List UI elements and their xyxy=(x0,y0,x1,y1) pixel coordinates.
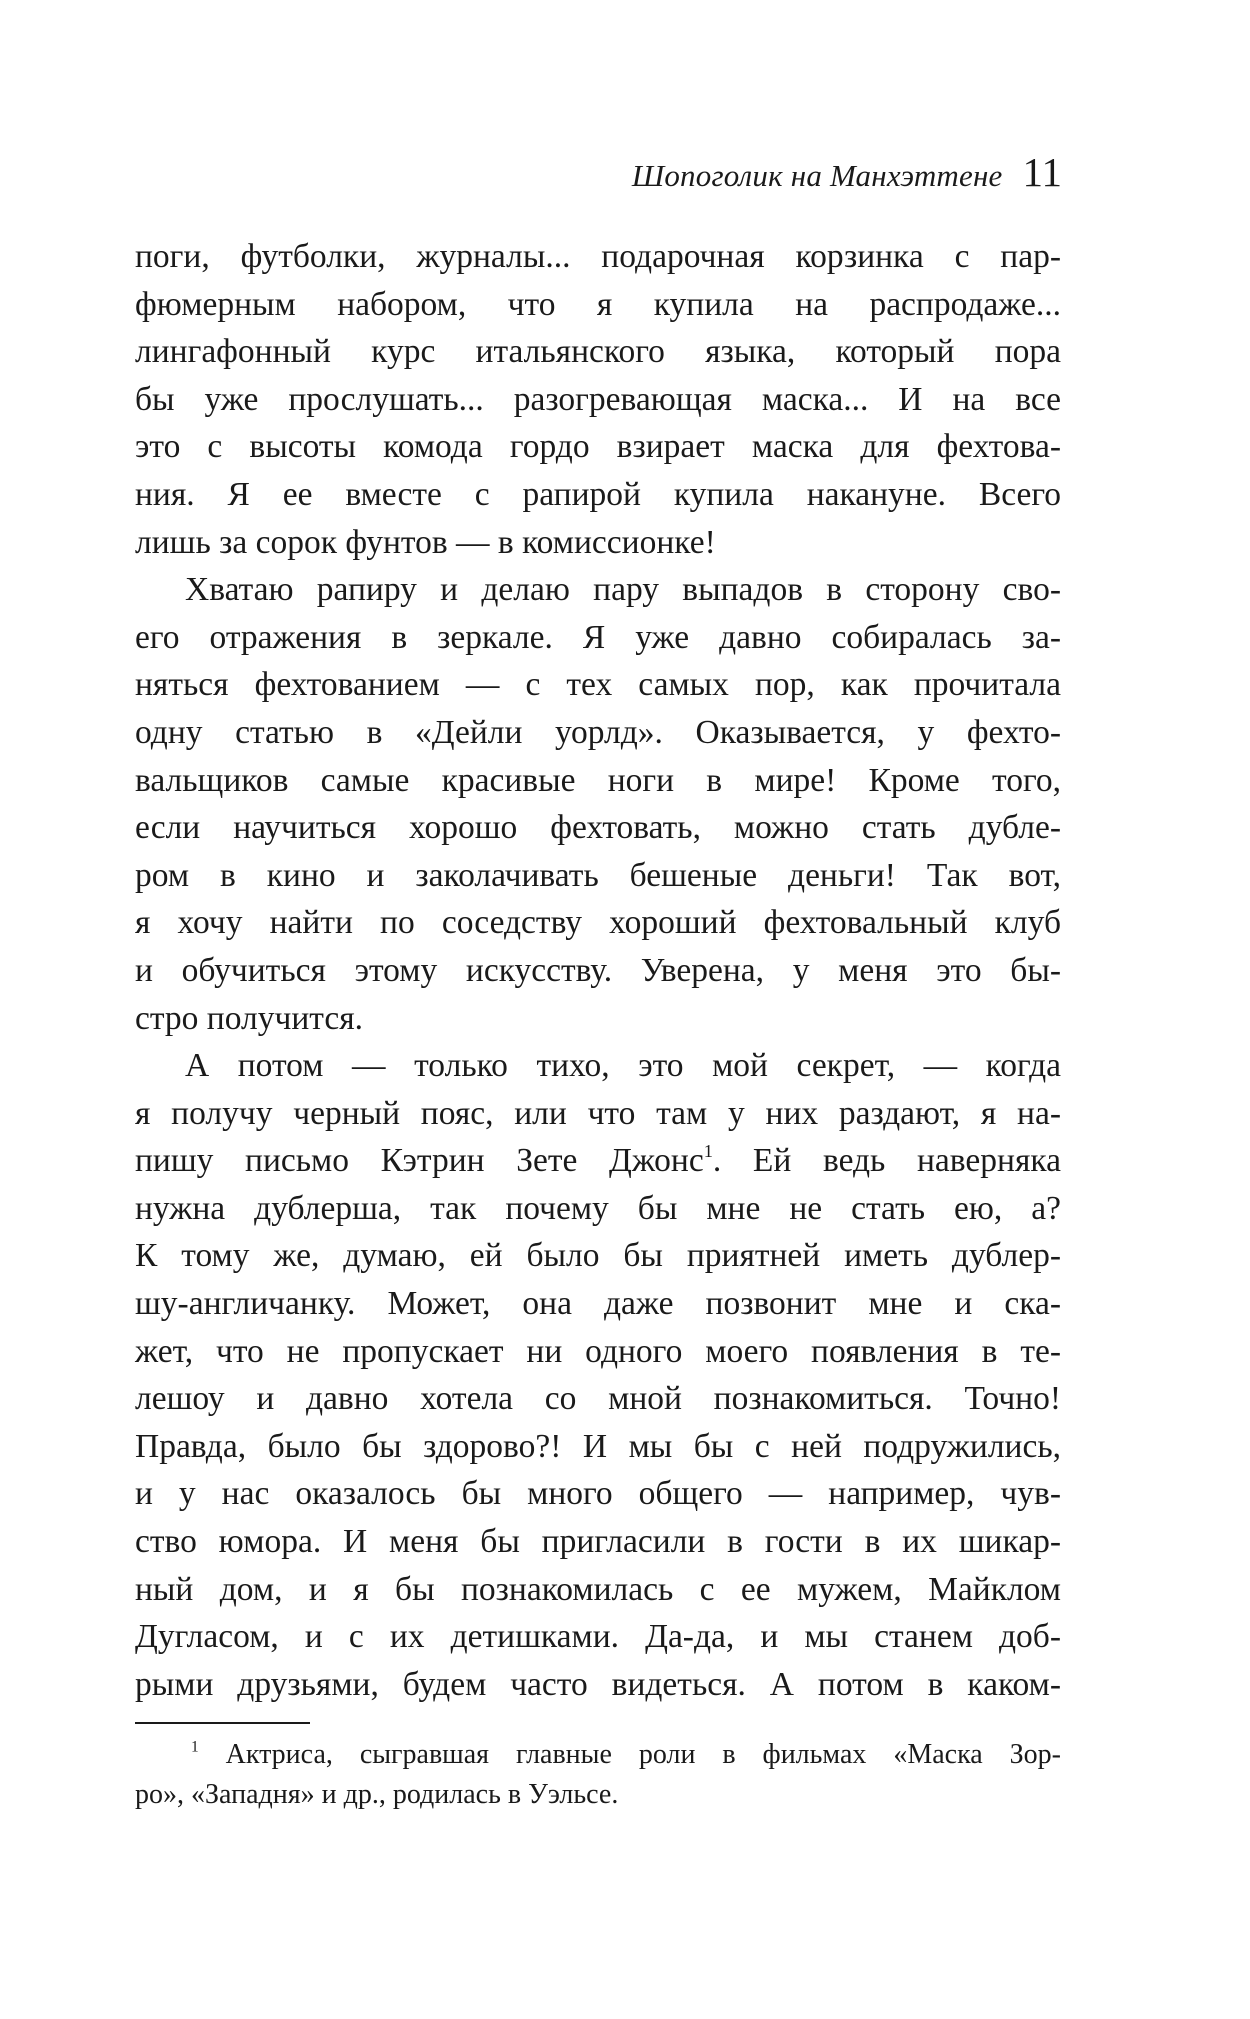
footnote-divider xyxy=(135,1722,310,1724)
text-line: одну статью в «Дейли уорлд». Оказывается, у фехто- xyxy=(135,713,1061,751)
text-fragment: . Ей ведь наверняка xyxy=(712,1142,1061,1180)
running-head xyxy=(632,148,1062,196)
text-line: ный дом, и я бы познакомилась с ее мужем, Майклом xyxy=(135,1570,1061,1608)
paragraph-2 xyxy=(135,566,1061,1042)
text-line: и обучиться этому искусству. Уверена, у меня это бы- xyxy=(135,951,1061,989)
footnote-line xyxy=(135,1735,1061,1775)
text-line: лишь за сорок фунтов — в комиссионке! xyxy=(135,523,716,561)
text-line: ство юмора. И меня бы пригласили в гости в их шикар- xyxy=(135,1523,1061,1561)
text-line: я получу черный пояс, или что там у них раздают, я на- xyxy=(135,1094,1061,1132)
text-line: стро получится. xyxy=(135,999,363,1037)
footnote-line: ро», «Западня» и др., родилась в Уэльсе. xyxy=(135,1779,619,1810)
footnote-reference[interactable]: 1 xyxy=(703,1141,713,1162)
footnote xyxy=(135,1735,1061,1815)
page-number: 11 xyxy=(1022,149,1062,195)
text-line: и у нас оказалось бы много общего — например, чув- xyxy=(135,1475,1061,1513)
text-line: Хватаю рапиру и делаю пару выпадов в сторону сво- xyxy=(185,571,1061,609)
text-line: поги, футболки, журналы... подарочная корзинка с пар- xyxy=(135,238,1061,275)
text-line: Правда, было бы здорово?! И мы бы с ней подружились, xyxy=(135,1427,1061,1465)
text-line: нужна дублерша, так почему бы мне не стать ею, а? xyxy=(135,1189,1061,1227)
text-line: К тому же, думаю, ей было бы приятней иметь дублер- xyxy=(135,1237,1061,1275)
text-line: лешоу и давно хотела со мной познакомиться. Точно! xyxy=(135,1380,1061,1418)
paragraph-3 xyxy=(135,1042,1061,1708)
text-line: если научиться хорошо фехтовать, можно стать дубле- xyxy=(135,809,1061,847)
text-line-with-footnote-ref xyxy=(135,1137,1061,1185)
paragraph-1 xyxy=(135,233,1061,566)
text-line: рыми друзьями, будем часто видеться. А потом в каком- xyxy=(135,1665,1061,1703)
text-line: бы уже прослушать... разогревающая маска... И на все xyxy=(135,380,1061,418)
text-line: шу-англичанку. Может, она даже позвонит мне и ска- xyxy=(135,1285,1061,1323)
body-text xyxy=(135,233,1061,1708)
text-line: это с высоты комода гордо взирает маска для фехтова- xyxy=(135,428,1061,466)
text-line: жет, что не пропускает ни одного моего появления в те- xyxy=(135,1332,1061,1370)
text-line: А потом — только тихо, это мой секрет, — когда xyxy=(185,1047,1061,1085)
text-line: лингафонный курс итальянского языка, который пора xyxy=(135,333,1061,371)
text-line: ром в кино и заколачивать бешеные деньги! Так вот, xyxy=(135,856,1061,894)
text-line: вальщиков самые красивые ноги в мире! Кроме того, xyxy=(135,761,1061,799)
text-line: ния. Я ее вместе с рапирой купила накануне. Всего xyxy=(135,475,1061,513)
running-title: Шопоголик на Манхэттене xyxy=(631,158,1003,193)
text-line: я хочу найти по соседству хороший фехтовальный клуб xyxy=(135,904,1061,942)
text-line: его отражения в зеркале. Я уже давно собиралась за- xyxy=(135,618,1061,656)
text-line: Дугласом, и с их детишками. Да-да, и мы станем доб- xyxy=(135,1618,1061,1656)
text-line: няться фехтованием — с тех самых пор, как прочитала xyxy=(135,666,1061,704)
footnote-marker: 1 xyxy=(191,1738,199,1756)
text-line: фюмерным набором, что я купила на распродаже... xyxy=(135,285,1061,323)
footnote-text: Актриса, сыгравшая главные роли в фильмах «Маска Зор- xyxy=(198,1739,1061,1770)
text-fragment: пишу письмо Кэтрин Зете Джонс xyxy=(135,1142,704,1180)
